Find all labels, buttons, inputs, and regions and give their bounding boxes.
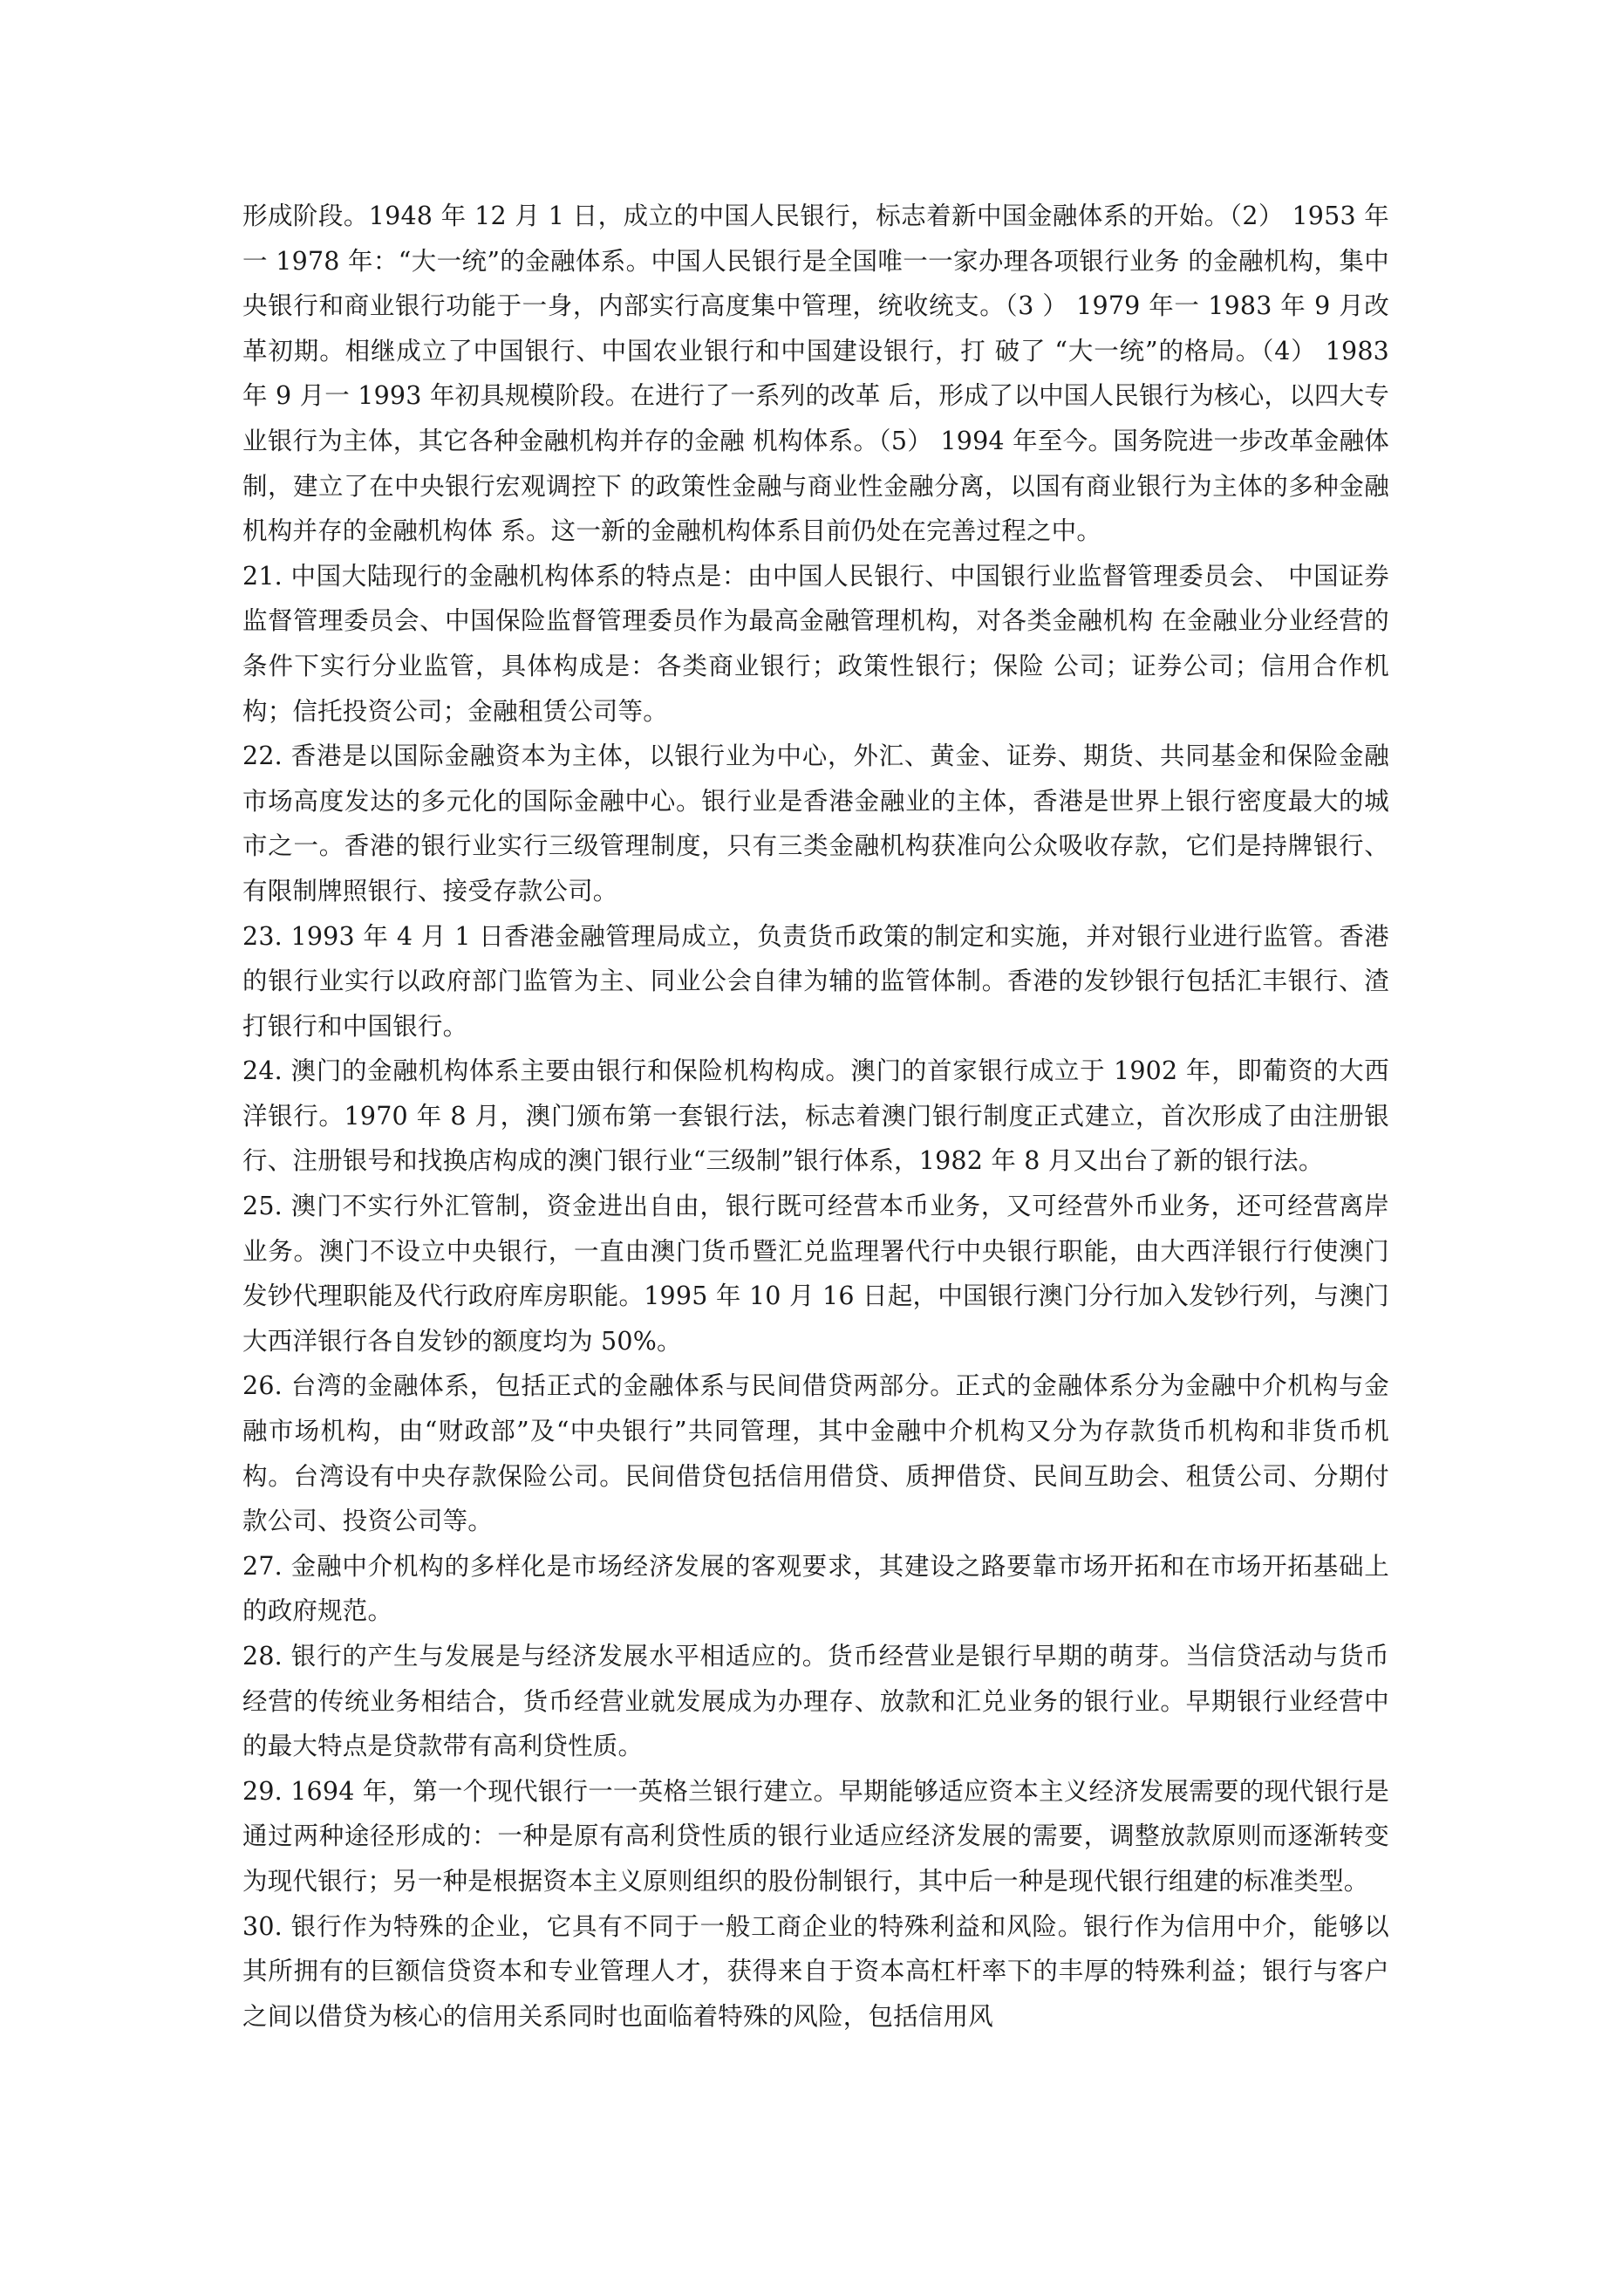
paragraph-27: 27. 金融中介机构的多样化是市场经济发展的客观要求，其建设之路要靠市场开拓和在市场开拓基础上的政府规范。 — [242, 1551, 1389, 1626]
paragraph-28: 28. 银行的产生与发展是与经济发展水平相适应的。货币经营业是银行早期的萌芽。当信贷活动与货币经营的传统业务相结合，货币经营业就发展成为办理存、放款和汇兑业务的银行业。早期银行业经营中的最大特点是贷款带有高利贷性质。 — [242, 1642, 1389, 1761]
paragraph-22: 22. 香港是以国际金融资本为主体，以银行业为中心，外汇、黄金、证券、期货、共同基金和保险金融市场高度发达的多元化的国际金融中心。银行业是香港金融业的主体，香港是世界上银行密度最大的城市之一。香港的银行业实行三级管理制度，只有三类金融机构获准向公众吸收存款，它们是持牌银行、有限制牌照银行、接受存款公司。 — [242, 741, 1389, 905]
paragraph-25: 25. 澳门不实行外汇管制，资金进出自由，银行既可经营本币业务，又可经营外币业务，还可经营离岸业务。澳门不设立中央银行，一直由澳门货币暨汇兑监理署代行中央银行职能，由大西洋银行行使澳门发钞代理职能及代行政府库房职能。1995 年 10 月 16 日起，中国银行澳门分行加入发钞行列，与澳门大西洋银行各自发钞的额度均为 50%。 — [242, 1192, 1389, 1356]
paragraph-29: 29. 1694 年，第一个现代银行一一英格兰银行建立。早期能够适应资本主义经济发展需要的现代银行是通过两种途径形成的：一种是原有高利贷性质的银行业适应经济发展的需要，调整放款原则而逐渐转变为现代银行；另一种是根据资本主义原则组织的股份制银行，其中后一种是现代银行组建的标准类型。 — [242, 1776, 1389, 1896]
paragraph-continuation: 形成阶段。1948 年 12 月 1 日，成立的中国人民银行，标志着新中国金融体系的开始。（2） 1953 年一 1978 年：“大一统”的金融体系。中国人民银行是全国唯一一家办理各项银行业务 的金融机构，集中央银行和商业银行功能于一身，内部实行高度集中管理，统收统支。（3 ） 1979 年一 1983 年 9 月改革初期。相继成立了中国银行、中国农业银行和中国建设银行，打 破了 “大一统”的格局。（4） 1983 年 9 月一 1993 年初具规模阶段。在进行了一系列的改革 后，形成了以中国人民银行为核心，以四大专业银行为主体，其它各种金融机构并存的金融 机构体系。（5） 1994 年至今。国务院进一步改革金融体制，建立了在中央银行宏观调控下 的政策性金融与商业性金融分离，以国有商业银行为主体的多种金融机构并存的金融机构体 系。这一新的金融机构体系目前仍处在完善过程之中。 — [242, 202, 1389, 546]
paragraph-26: 26. 台湾的金融体系，包括正式的金融体系与民间借贷两部分。正式的金融体系分为金融中介机构与金融市场机构，由“财政部”及“中央银行”共同管理，其中金融中介机构又分为存款货币机构和非货币机构。台湾设有中央存款保险公司。民间借贷包括信用借贷、质押借贷、民间互助会、租赁公司、分期付款公司、投资公司等。 — [242, 1371, 1389, 1536]
paragraph-30: 30. 银行作为特殊的企业，它具有不同于一般工商企业的特殊利益和风险。银行作为信用中介，能够以其所拥有的巨额信贷资本和专业管理人才，获得来自于资本高杠杆率下的丰厚的特殊利益；银行与客户之间以借贷为核心的信用关系同时也面临着特殊的风险，包括信用风 — [242, 1911, 1389, 2031]
paragraph-24: 24. 澳门的金融机构体系主要由银行和保险机构构成。澳门的首家银行成立于 1902 年，即葡资的大西洋银行。1970 年 8 月，澳门颁布第一套银行法，标志着澳门银行制度正式建立，首次形成了由注册银行、注册银号和找换店构成的澳门银行业“三级制”银行体系，1982 年 8 月又出台了新的银行法。 — [242, 1056, 1389, 1176]
document-body — [242, 194, 1389, 2039]
paragraph-23: 23. 1993 年 4 月 1 日香港金融管理局成立，负责货币政策的制定和实施，并对银行业进行监管。香港的银行业实行以政府部门监管为主、同业公会自律为辅的监管体制。香港的发钞银行包括汇丰银行、渣打银行和中国银行。 — [242, 921, 1389, 1041]
paragraph-21: 21. 中国大陆现行的金融机构体系的特点是：由中国人民银行、中国银行业监督管理委员会、 中国证券监督管理委员会、中国保险监督管理委员作为最高金融管理机构，对各类金融机构 在金融业分业经营的条件下实行分业监管，具体构成是：各类商业银行；政策性银行；保险 公司；证券公司；信用合作机构；信托投资公司；金融租赁公司等。 — [242, 561, 1389, 726]
